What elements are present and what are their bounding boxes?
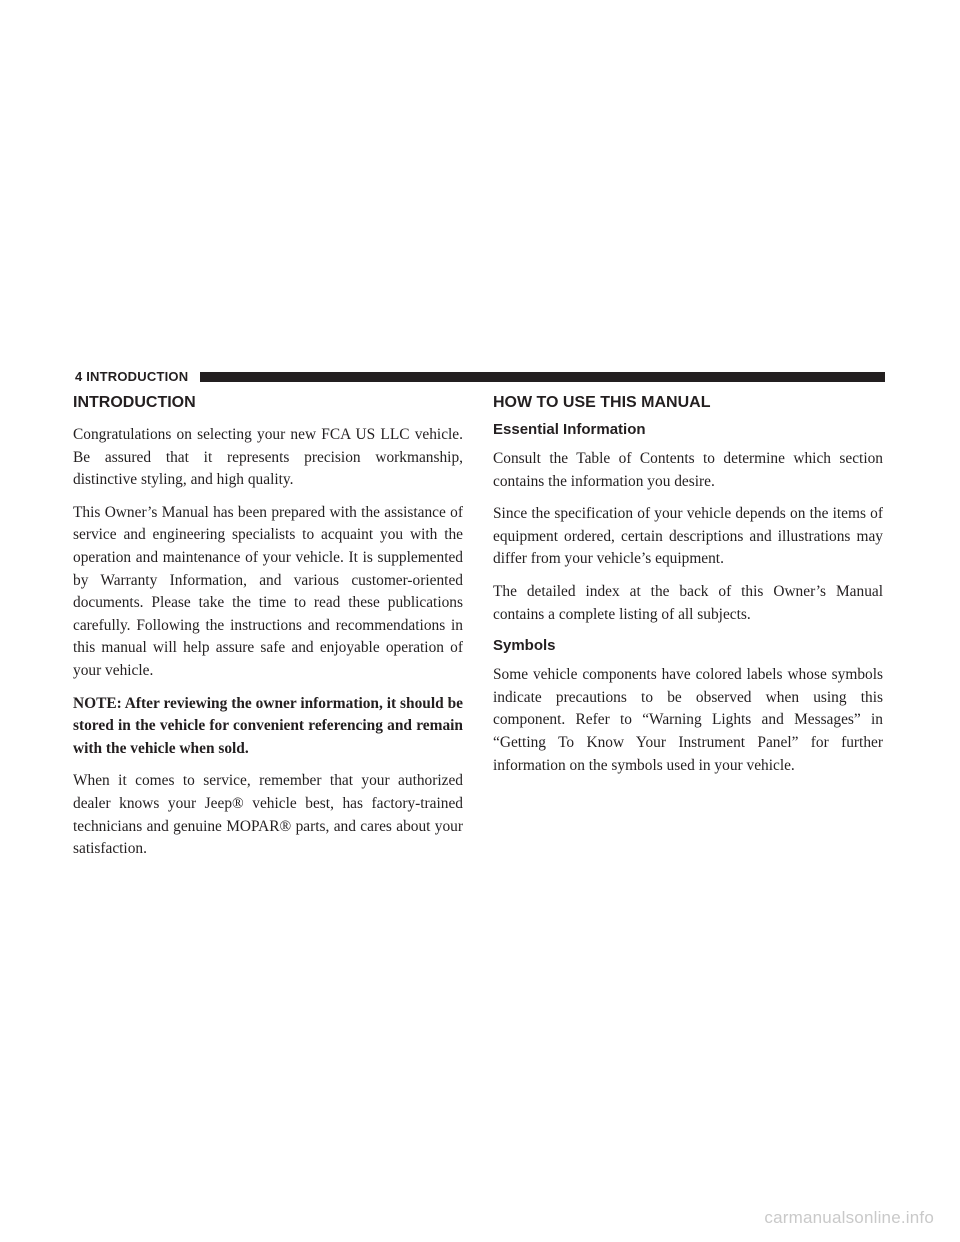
intro-paragraph-1: Congratulations on selecting your new FCA US LLC vehicle. Be assured that it represents precision workmanship, distinctive styling, and high quality. — [73, 426, 463, 489]
symbols-paragraph: Some vehicle components have colored labels whose symbols indicate precautions to be observed when using this component. Refer to “Warning Lights and Messages” in “Getting To Know Your Instrument Panel” for further information on the symbols used in your vehicle. — [493, 666, 883, 774]
how-to-use-title: HOW TO USE THIS MANUAL — [493, 394, 711, 411]
symbols-heading: Symbols — [493, 637, 556, 655]
running-header — [75, 370, 885, 384]
intro-paragraph-2: This Owner’s Manual has been prepared with the assistance of service and engineering specialists to acquaint you with the operation and maintenance of your vehicle. It is supplemented by Warranty Information, and various customer-oriented documents. Please take the time to read these publications carefully. Following the instructions and recommendations in this manual will help assure safe and enjoyable operation of your vehicle. — [73, 503, 463, 679]
watermark-text: carmanualsonline.info — [764, 1208, 934, 1227]
essential-information-heading: Essential Information — [493, 421, 646, 438]
left-column — [73, 393, 463, 871]
service-paragraph: When it comes to service, remember that your authorized dealer knows your Jeep® vehicle best, has factory-trained technicians and genuine MOPAR® parts, and cares about your satisfaction. — [73, 772, 463, 858]
page-number-label: 4 INTRODUCTION — [75, 369, 189, 384]
header-rule-bar — [200, 372, 885, 382]
essential-paragraph-2: Since the specification of your vehicle depends on the items of equipment ordered, certain descriptions and illustrations may differ from your vehicle’s equipment. — [493, 505, 883, 568]
essential-paragraph-3: The detailed index at the back of this Owner’s Manual contains a complete listing of all subjects. — [493, 582, 883, 623]
essential-paragraph-1: Consult the Table of Contents to determine which section contains the information you desire. — [493, 450, 883, 490]
note-paragraph: NOTE: After reviewing the owner information, it should be stored in the vehicle for convenient referencing and remain with the vehicle when sold. — [73, 694, 463, 757]
right-column — [493, 393, 883, 787]
introduction-title: INTRODUCTION — [73, 394, 196, 411]
